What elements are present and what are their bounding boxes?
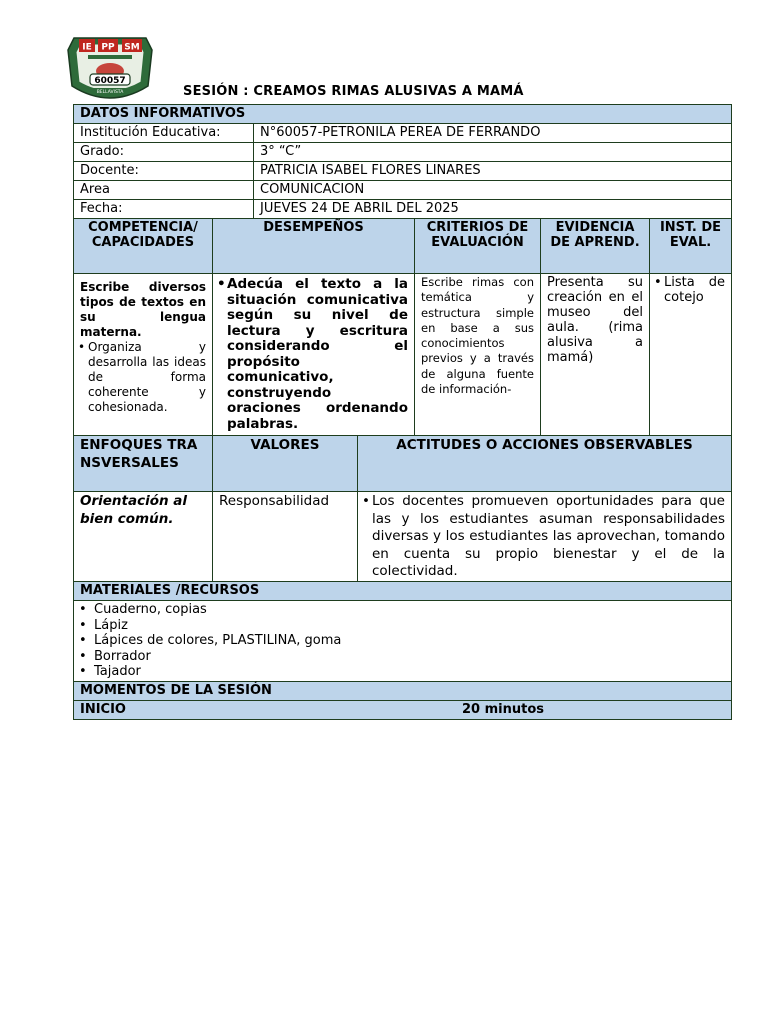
list-item: • Cuaderno, copias — [77, 602, 725, 618]
desempeno-text: • Adecúa el texto a la situación comunicativa según su nivel de lectura y escritura considerando el propósito comunicativo, construyendo oraciones ordenando palabras. — [219, 277, 408, 432]
docente-label: Docente: — [74, 162, 254, 181]
enfoques-table — [73, 435, 732, 583]
valores-header: VALORES — [213, 436, 358, 492]
actitudes-header: ACTITUDES O ACCIONES OBSERVABLES — [358, 436, 732, 492]
momentos-header: MOMENTOS DE LA SESIÓN — [74, 681, 732, 700]
institucion-label: Institución Educativa: — [74, 124, 254, 143]
svg-text:60057: 60057 — [94, 76, 126, 86]
desempenos-header: DESEMPEÑOS — [213, 219, 415, 274]
inicio-label: INICIO — [80, 701, 126, 717]
svg-text:BELLAVISTA: BELLAVISTA — [96, 90, 124, 95]
list-item: • Tajador — [77, 664, 725, 680]
criterios-header: CRITERIOS DE EVALUACIÓN — [415, 219, 541, 274]
criterio-text: Escribe rimas con temática y estructura simple en base a sus conocimientos previos y a través de alguna fuente de información- — [421, 275, 534, 397]
competencias-table — [73, 218, 732, 437]
svg-text:SM: SM — [124, 42, 140, 53]
materiales-list — [77, 602, 725, 680]
area-label: Area — [74, 181, 254, 200]
svg-text:IE: IE — [82, 42, 92, 53]
grado-value: 3° “C” — [254, 143, 732, 162]
grado-label: Grado: — [74, 143, 254, 162]
capacidad-text: • Organiza y desarrolla las ideas de forma coherente y cohesionada. — [80, 340, 206, 415]
competencia-header: COMPETENCIA/ CAPACIDADES — [74, 219, 213, 274]
session-title: SESIÓN : CREAMOS RIMAS ALUSIVAS A MAMÁ — [183, 84, 524, 99]
list-item: • Lápiz — [77, 618, 725, 634]
school-crest-logo — [66, 30, 154, 106]
list-item: • Borrador — [77, 649, 725, 665]
svg-text:PP: PP — [101, 42, 115, 53]
area-value: COMUNICACION — [254, 181, 732, 200]
datos-informativos-table — [73, 104, 732, 219]
evidencia-text: Presenta su creación en el museo del aula. (rima alusiva a mamá) — [547, 275, 643, 365]
materiales-header: MATERIALES /RECURSOS — [74, 582, 732, 601]
instrumento-text: • Lista de cotejo — [656, 275, 725, 305]
institucion-value: N°60057-PETRONILA PEREA DE FERRANDO — [254, 124, 732, 143]
competencia-text: Escribe diversos tipos de textos en su lengua materna. — [80, 280, 206, 339]
fecha-label: Fecha: — [74, 200, 254, 219]
materiales-table — [73, 581, 732, 720]
docente-value: PATRICIA ISABEL FLORES LINARES — [254, 162, 732, 181]
actitud-text: • Los docentes promueven oportunidades para que las y los estudiantes asuman responsabilidades diversas y los estudiantes las aprovechan, tomando en cuenta su propio bienestar y el de la colectividad. — [364, 493, 725, 581]
enfoque-text: Orientación al bien común. — [74, 492, 213, 583]
valor-text: Responsabilidad — [213, 492, 358, 583]
datos-header: DATOS INFORMATIVOS — [74, 105, 732, 124]
inicio-time: 20 minutos — [462, 701, 545, 717]
evidencia-header: EVIDENCIA DE APREND. — [541, 219, 650, 274]
inst-eval-header: INST. DE EVAL. — [650, 219, 732, 274]
enfoques-header: ENFOQUES TRANSVERSALES — [74, 436, 213, 492]
fecha-value: JUEVES 24 DE ABRIL DEL 2025 — [254, 200, 732, 219]
list-item: • Lápices de colores, PLASTILINA, goma — [77, 633, 725, 649]
